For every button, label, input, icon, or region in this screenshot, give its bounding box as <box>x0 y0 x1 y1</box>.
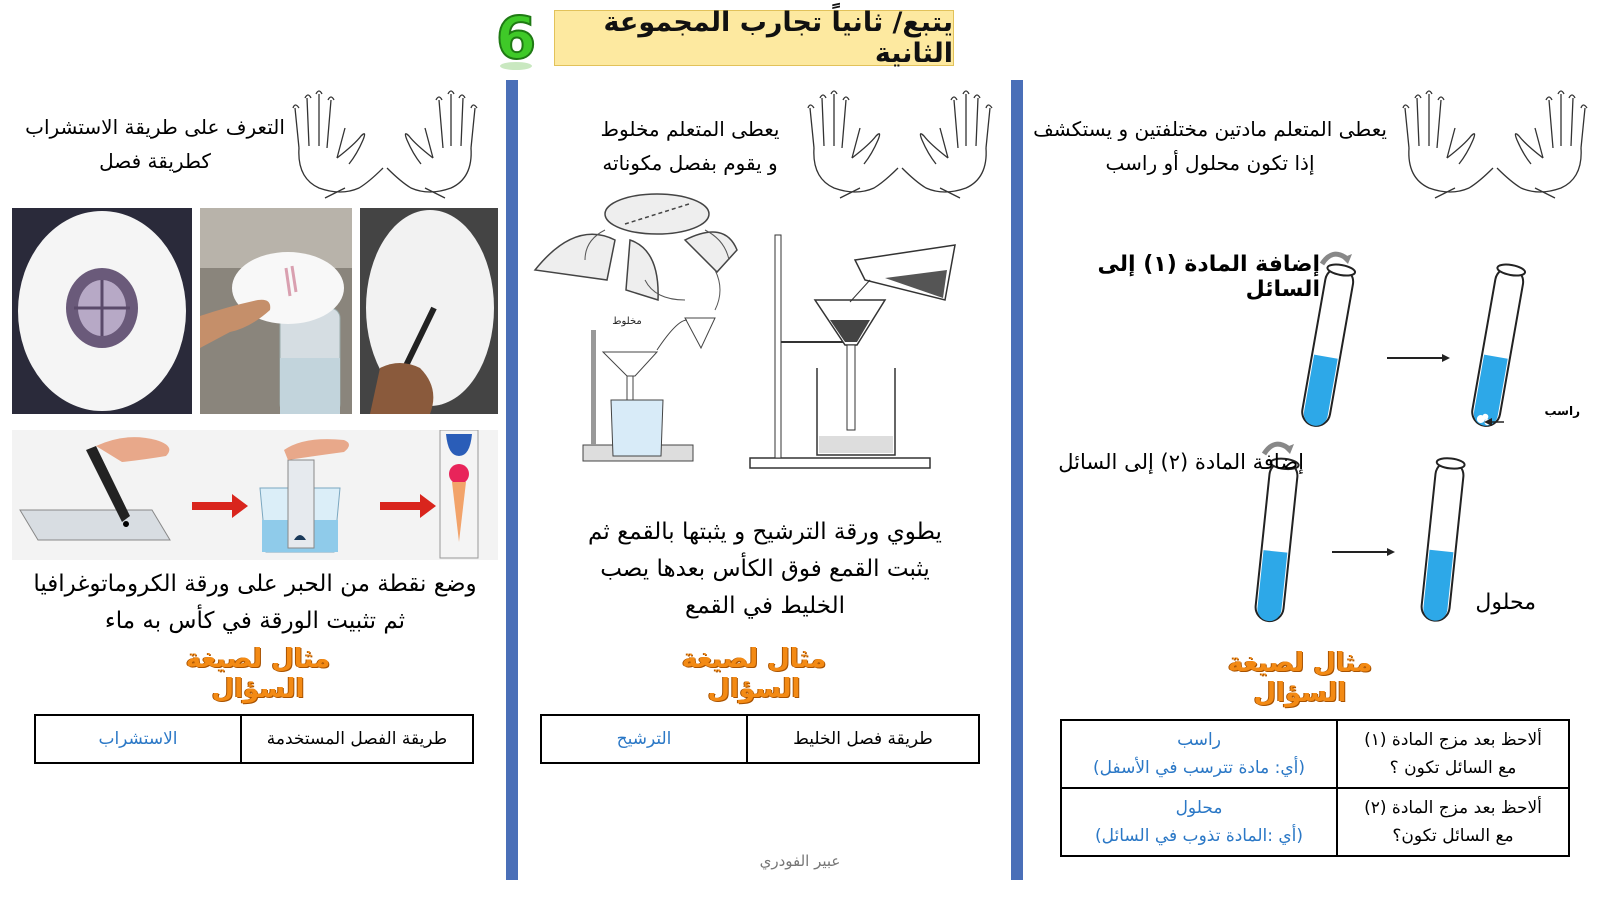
right-intro-text <box>1030 112 1390 180</box>
filter-paper-half <box>535 234 615 280</box>
label-add-substance-1: إضافة المادة (١) إلى السائل <box>1097 252 1320 302</box>
left-example-title: مثال لصيغة السؤال <box>185 644 331 704</box>
left-qa-table <box>34 714 474 764</box>
funnel-beaker-setup <box>583 316 715 461</box>
answer-cell: الاستشراب <box>35 715 241 763</box>
question-line: مع السائل تكون؟ <box>1392 826 1514 846</box>
marking-paper-photo <box>360 208 498 414</box>
svg-text:6: 6 <box>495 8 537 72</box>
table-row <box>35 715 473 763</box>
label-solution: محلول <box>1475 590 1536 615</box>
question-line: ألاحظ بعد مزج المادة (١) <box>1364 730 1542 750</box>
hands-sketch-left <box>285 88 485 200</box>
label-precipitate: راسب <box>1544 404 1580 418</box>
question-cell <box>1337 720 1569 788</box>
middle-caption-line-2: يثبت القمع فوق الكأس بعدها يصب <box>600 556 930 582</box>
mixture-label: مخلوط <box>612 316 642 327</box>
left-caption-line-1: وضع نقطة من الحبر على ورقة الكروماتوغرافيا <box>33 571 477 597</box>
answer-cell <box>1061 720 1337 788</box>
filtration-diagram <box>525 190 1005 490</box>
left-intro-line-1: التعرف على طريقة الاستشراب <box>25 115 285 139</box>
middle-intro-line-1: يعطى المتعلم مخلوط <box>600 117 780 141</box>
header-title: يتبع/ ثانياً تجارب المجموعة الثانية <box>554 10 954 66</box>
left-caption <box>14 566 496 640</box>
chromatography-paper-flat <box>20 510 170 540</box>
right-example-title: مثال لصيغة السؤال <box>1227 648 1373 708</box>
right-intro-line-1: يعطى المتعلم مادتين مختلفتين و يستكشف <box>1033 117 1387 141</box>
filter-paper-circle <box>605 194 709 234</box>
author-credit: عبير الفودري <box>759 852 841 870</box>
middle-caption-line-1: يطوي ورقة الترشيح و يثبتها بالقمع ثم <box>588 519 942 545</box>
answer-text: محلول <box>1175 798 1223 818</box>
table-row <box>541 715 979 763</box>
right-intro-line-2: إذا تكون محلول أو راسب <box>1105 151 1315 175</box>
hands-sketch-right <box>1395 88 1595 200</box>
question-line: مع السائل تكون ؟ <box>1389 758 1517 778</box>
column-divider-left <box>506 80 518 880</box>
middle-intro-text <box>590 112 790 180</box>
middle-qa-table <box>540 714 980 764</box>
table-row <box>1061 788 1569 856</box>
left-caption-line-2: ثم تثبيت الورقة في كأس به ماء <box>104 608 406 634</box>
answer-cell: الترشيح <box>541 715 747 763</box>
table-row <box>1061 720 1569 788</box>
small-funnel <box>685 318 715 348</box>
test-tube-2 <box>1470 263 1526 428</box>
answer-note: (أي :المادة تذوب في السائل) <box>1094 826 1304 846</box>
question-cell: طريقة الفصل المستخدمة <box>241 715 473 763</box>
middle-caption <box>570 514 960 625</box>
left-intro-line-2: كطريقة فصل <box>99 149 211 173</box>
question-cell: طريقة فصل الخليط <box>747 715 979 763</box>
number-six-badge <box>488 8 544 72</box>
filter-paper-cone <box>685 232 737 272</box>
chromatography-result-photo <box>12 208 192 414</box>
right-qa-table <box>1060 719 1570 857</box>
middle-caption-line-3: الخليط في القمع <box>685 593 845 619</box>
question-cell <box>1337 788 1569 856</box>
middle-intro-line-2: و يقوم بفصل مكوناته <box>602 151 778 175</box>
label-add-substance-2: إضافة المادة (٢) إلى السائل <box>1058 450 1304 474</box>
answer-cell <box>1061 788 1337 856</box>
chromatography-steps-diagram <box>12 430 498 560</box>
answer-note: (أي: مادة تترسب في الأسفل) <box>1092 758 1305 778</box>
left-intro-text <box>20 110 290 178</box>
paper-in-beaker-photo <box>200 208 352 414</box>
answer-text: راسب <box>1177 730 1221 750</box>
question-line: ألاحظ بعد مزج المادة (٢) <box>1364 798 1542 818</box>
hands-sketch-middle <box>800 88 1000 200</box>
middle-example-title: مثال لصيغة السؤال <box>681 644 827 704</box>
filtration-stand-setup <box>750 235 955 468</box>
